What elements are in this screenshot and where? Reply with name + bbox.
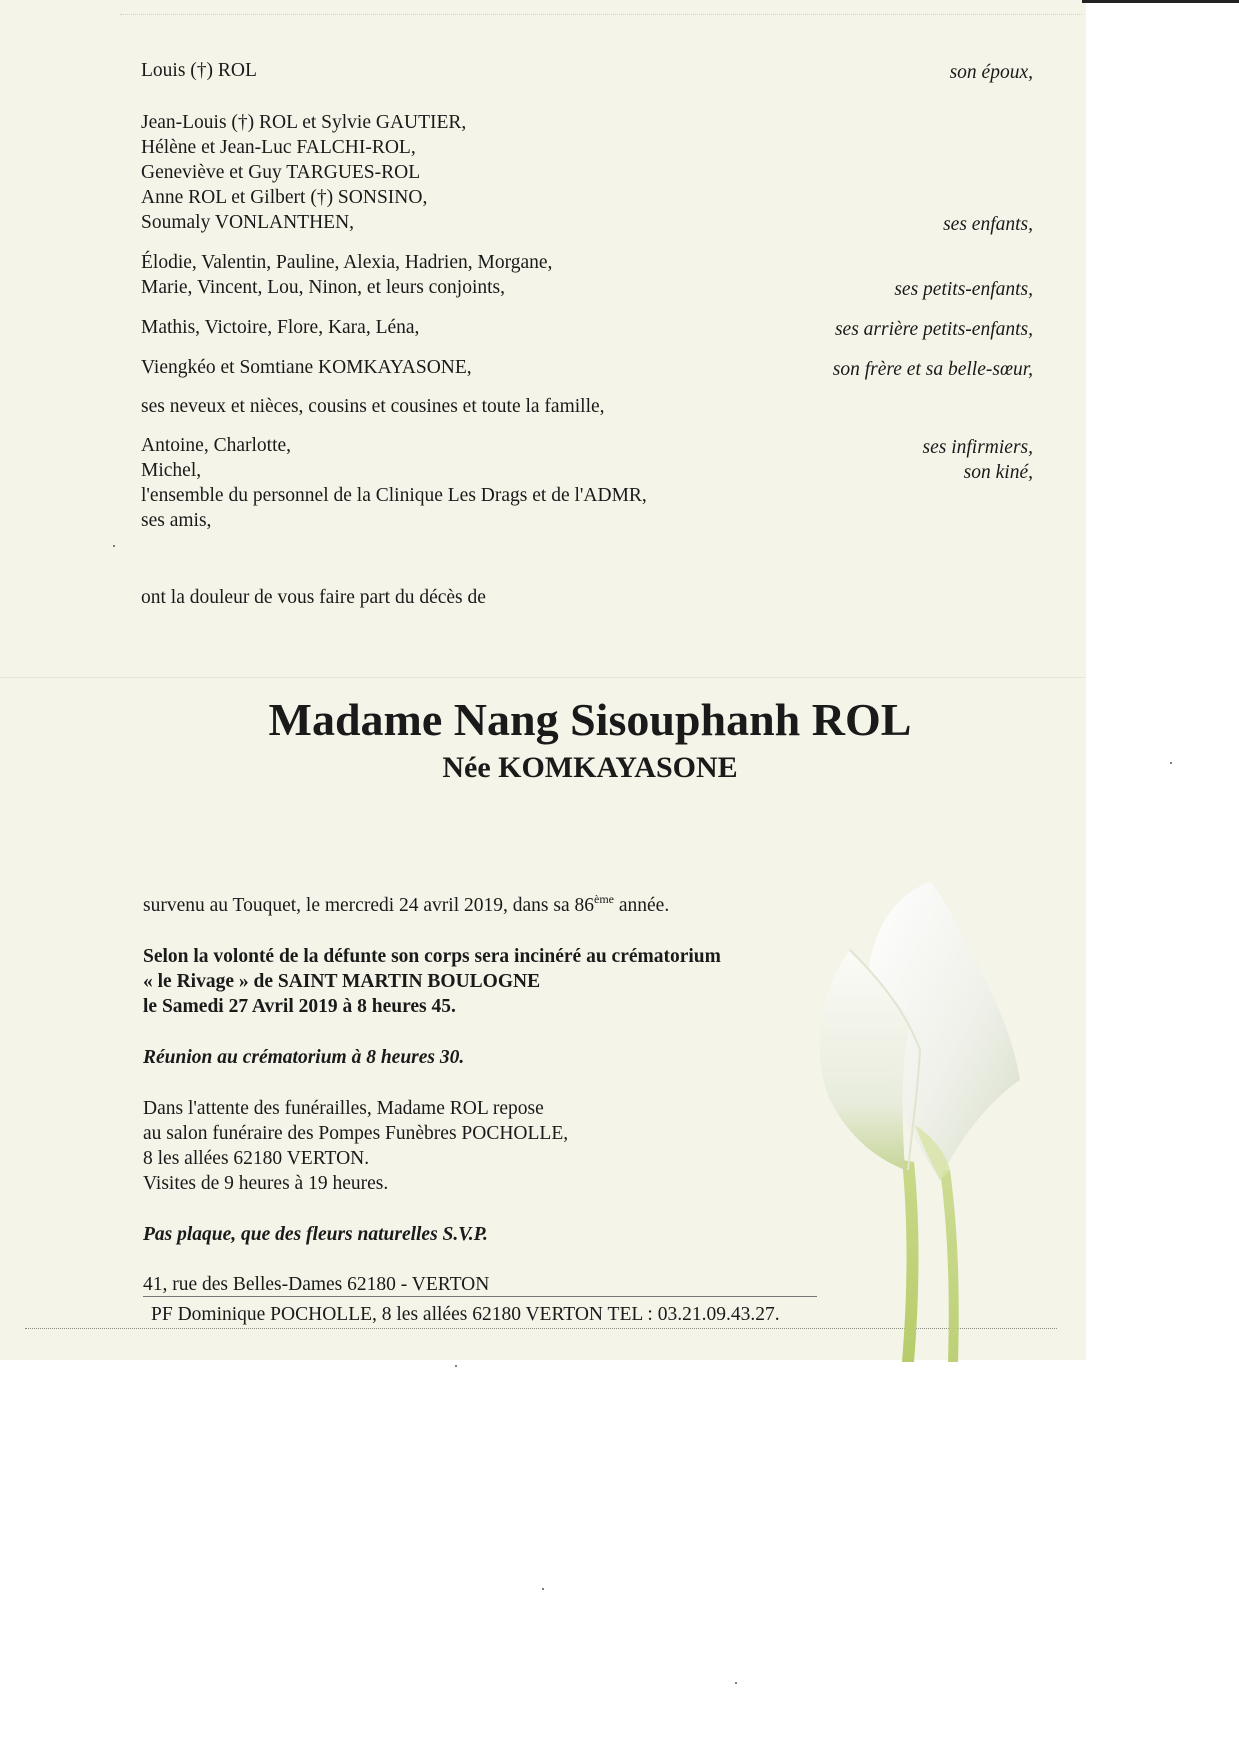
family-line: Geneviève et Guy TARGUES-ROL xyxy=(141,162,421,183)
cremation-line: le Samedi 27 Avril 2019 à 8 heures 45. xyxy=(143,996,456,1017)
rest-line: 8 les allées 62180 VERTON. xyxy=(143,1148,370,1169)
scan-speck xyxy=(542,1588,544,1590)
rest-line: au salon funéraire des Pompes Funèbres POCHOLLE, xyxy=(143,1123,569,1144)
relation-label: ses infirmiers, xyxy=(922,437,1033,458)
ordinal-superscript: ème xyxy=(594,892,614,906)
scan-edge-rule xyxy=(1082,0,1239,3)
family-line: Antoine, Charlotte, xyxy=(141,435,292,456)
scan-speck xyxy=(1170,762,1172,764)
family-line: Mathis, Victoire, Flore, Kara, Léna, xyxy=(141,317,420,338)
calla-lily-illustration xyxy=(790,870,1050,1362)
family-line: ses neveux et nièces, cousins et cousines et toute la famille, xyxy=(141,396,605,417)
death-line xyxy=(143,893,669,918)
reunion-line: Réunion au crématorium à 8 heures 30. xyxy=(143,1047,465,1068)
family-line: Soumaly VONLANTHEN, xyxy=(141,212,355,233)
death-text: survenu au Touquet, le mercredi 24 avril 2019, dans sa 86 xyxy=(143,895,594,916)
funeral-home-footer: PF Dominique POCHOLLE, 8 les allées 62180 VERTON TEL : 03.21.09.43.27. xyxy=(151,1304,780,1325)
fold-line xyxy=(0,677,1086,678)
death-text-end: année. xyxy=(614,895,670,916)
relation-label: son kiné, xyxy=(963,462,1033,483)
family-line: l'ensemble du personnel de la Clinique Les Drags et de l'ADMR, xyxy=(141,485,647,506)
top-dotted-edge xyxy=(120,14,1082,15)
family-line: Michel, xyxy=(141,460,202,481)
relation-label: ses enfants, xyxy=(943,214,1033,235)
relation-label: son époux, xyxy=(949,62,1033,83)
family-line: Viengkéo et Somtiane KOMKAYASONE, xyxy=(141,357,472,378)
family-line: Louis (†) ROL xyxy=(141,60,257,81)
deceased-name: Madame Nang Sisouphanh ROL xyxy=(268,694,912,745)
lily-stem xyxy=(902,1160,919,1362)
family-line: Marie, Vincent, Lou, Ninon, et leurs conjoints, xyxy=(141,277,506,298)
lily-stem xyxy=(940,1170,959,1362)
family-line: Jean-Louis (†) ROL et Sylvie GAUTIER, xyxy=(141,112,467,133)
scan-speck xyxy=(735,1682,737,1684)
scan-speck xyxy=(455,1365,457,1367)
rest-line: Visites de 9 heures à 19 heures. xyxy=(143,1173,389,1194)
address-line: 41, rue des Belles-Dames 62180 - VERTON xyxy=(143,1274,490,1295)
announce-line: ont la douleur de vous faire part du décès de xyxy=(141,587,486,608)
family-line: Hélène et Jean-Luc FALCHI-ROL, xyxy=(141,137,416,158)
scan-speck xyxy=(113,545,115,547)
relation-label: ses petits-enfants, xyxy=(894,279,1033,300)
family-line: Anne ROL et Gilbert (†) SONSINO, xyxy=(141,187,428,208)
rest-line: Dans l'attente des funérailles, Madame ROL repose xyxy=(143,1098,544,1119)
family-line: Élodie, Valentin, Pauline, Alexia, Hadrien, Morgane, xyxy=(141,252,553,273)
address-underline xyxy=(143,1296,817,1297)
cremation-line: Selon la volonté de la défunte son corps sera incinéré au crématorium xyxy=(143,946,721,967)
relation-label: ses arrière petits-enfants, xyxy=(834,319,1033,340)
deceased-maiden-name: Née KOMKAYASONE xyxy=(442,751,738,784)
cremation-line: « le Rivage » de SAINT MARTIN BOULOGNE xyxy=(143,971,541,992)
family-line: ses amis, xyxy=(141,510,212,531)
relation-label: son frère et sa belle-sœur, xyxy=(832,359,1033,380)
flowers-note: Pas plaque, que des fleurs naturelles S.V.P. xyxy=(143,1224,488,1245)
